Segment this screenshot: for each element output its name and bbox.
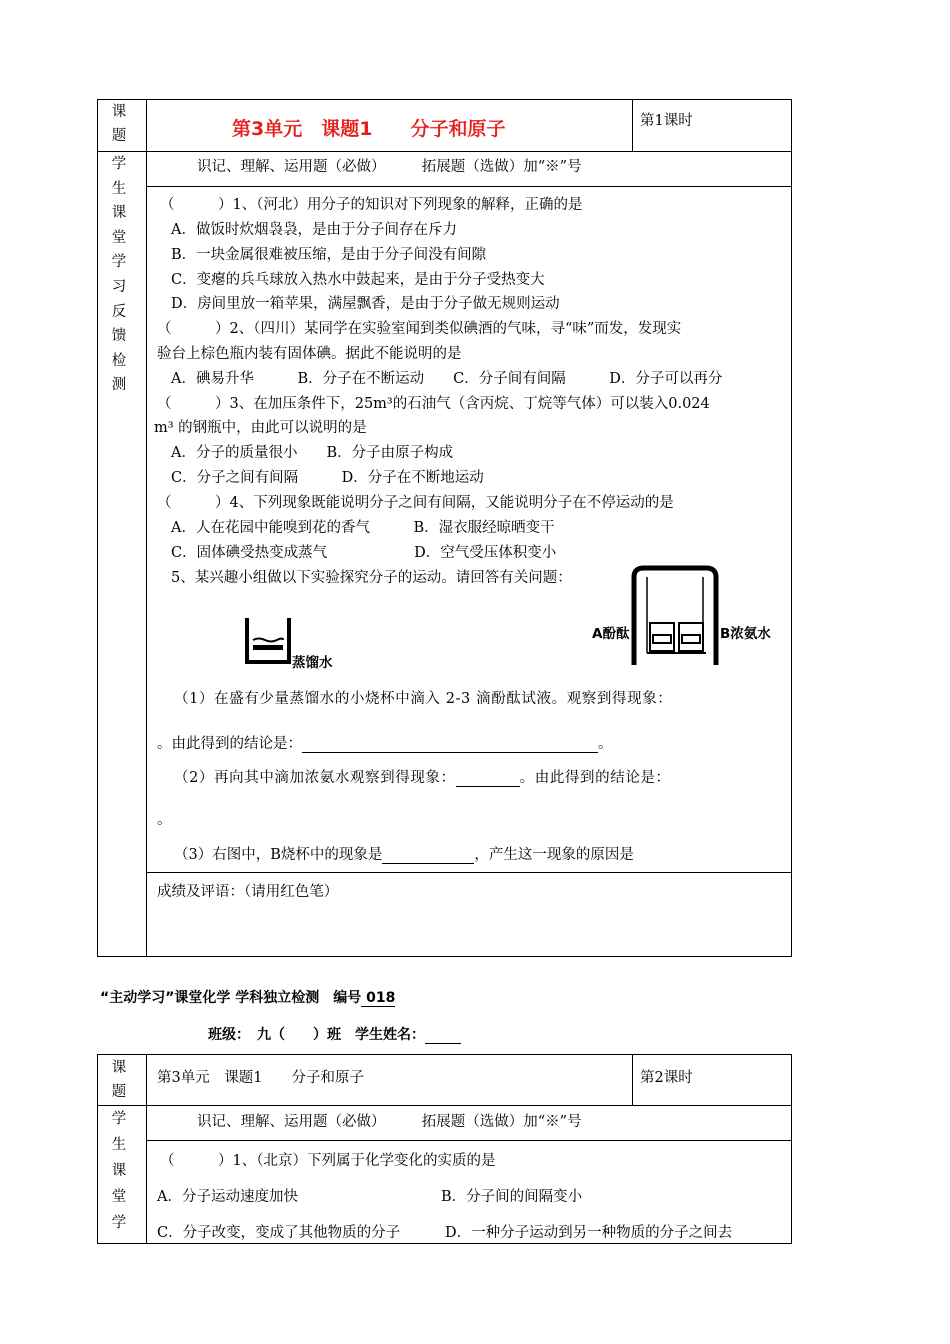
q1-option-c: C．变瘪的兵乓球放入热水中鼓起来，是由于分子受热变大 [171,272,545,288]
sheet2-topic-label: 课 题 [111,1060,127,1100]
sheet2-q1-stem: （ ）1、（北京）下列属于化学变化的实质的是 [160,1153,496,1169]
q3-stem-2: m³ 的钢瓶中，由此可以说明的是 [154,420,367,436]
student-name-blank[interactable] [425,1028,461,1044]
beaker-liquid [253,645,283,650]
beaker-liquid-surface [253,639,283,642]
beaker-a-liquid [653,635,671,643]
sheet2-lesson: 第2课时 [640,1070,693,1086]
q5-part1-conclusion-blank[interactable] [302,737,598,753]
q1-option-d: D．房间里放一箱苹果，满屋飘香，是由于分子做无规则运动 [171,296,560,312]
beaker-b-liquid [682,635,700,643]
sheet2-lesson-divider [632,1054,633,1105]
sheet2-q1-option-c: C．分子改变，变成了其他物质的分子 [157,1225,401,1241]
label-a-phenolphthalein: A酚酞 [592,626,630,642]
sheet1-title: 第3单元 课题1 分子和原子 [232,118,506,140]
sheet1-topic-label [104,100,134,148]
sheet2-heading [100,987,395,1007]
label-distilled-water: 蒸馏水 [292,655,333,671]
sheet1-grading-label: 成绩及评语：（请用红色笔） [157,884,339,900]
q5-part2 [174,766,671,787]
q3-stem-1: （ ）3、在加压条件下，25m³的石油气（含丙烷、丁烷等气体）可以装入0.024 [157,396,710,412]
q3-options-ab: A．分子的质量很小 B．分子由原子构成 [171,445,454,461]
sheet1-row-divider-3 [146,872,792,873]
sheet2-heading-text: “主动学习”课堂化学 学科独立检测 编号 [100,990,362,1006]
sheet1-topic-char-2: 题 [111,128,127,144]
sheet2-row-divider-1 [97,1105,792,1106]
q5-part3-blank[interactable] [382,848,474,864]
sheet2-heading-number: 018 [361,990,396,1006]
q4-stem: （ ）4、下列现象既能说明分子之间有间隔，又能说明分子在不停运动的是 [157,495,674,511]
sheet2-left-divider [146,1054,147,1244]
sheet2-q1-option-d: D．一种分子运动到另一种物质的分子之间去 [445,1225,733,1241]
sheet1-row-divider-2 [146,186,792,187]
sheet1-lesson-divider [632,99,633,151]
q3-options-cd: C．分子之间有间隔 D．分子在不断地运动 [171,470,484,486]
q5-stem: 5、某兴趣小组做以下实验探究分子的运动。请回答有关问题： [171,570,572,586]
q1-stem: （ ）1、（河北）用分子的知识对下列现象的解释，正确的是 [160,197,583,213]
q5-part3-suffix: ，产生这一现象的原因是 [474,847,634,863]
q5-part2-observation-blank[interactable] [456,771,520,787]
sheet2-class-line [208,1024,461,1044]
label-b-ammonia: B浓氨水 [720,626,771,642]
q5-part1-conclusion-prefix: 。由此得到的结论是： [157,736,302,752]
q2-stem-1: （ ）2、（四川）某同学在实验室闻到类似碘酒的气味，寻“味”而发，发现实 [157,321,682,337]
q4-options-cd: C．固体碘受热变成蒸气 D．空气受压体积变小 [171,545,557,561]
sheet2-title: 第3单元 课题1 分子和原子 [157,1070,364,1086]
bell-jar-figure [630,565,720,667]
q2-options: A．碘易升华 B．分子在不断运动 C．分子间有间隔 D．分子可以再分 [171,371,723,387]
q5-part2-mid: 。由此得到的结论是： [519,770,671,786]
sheet1-lesson: 第1课时 [640,113,693,129]
sheet1-left-divider [146,99,147,957]
sheet2-section-header: 识记、理解、运用题（必做） 拓展题（选做）加“※”号 [197,1114,582,1130]
q1-option-a: A．做饭时炊烟袅袅，是由于分子间存在斥力 [171,222,457,238]
q5-part2-prefix: （2）再向其中滴加浓氨水观察到得现象： [174,770,456,786]
q1-option-b: B．一块金属很难被压缩，是由于分子间没有间隙 [171,247,487,263]
sheet1-topic-char-1: 课 [111,104,127,120]
sheet2-q1-option-a: A．分子运动速度加快 [157,1189,298,1205]
sheet1-row-divider-1 [97,151,792,152]
q5-part1-conclusion [157,732,613,753]
q5-part2-end: 。 [157,812,172,828]
sheet2-row-divider-2 [146,1140,792,1141]
sheet1-section-header: 识记、理解、运用题（必做） 拓展题（选做）加“※”号 [197,159,582,175]
distilled-water-beaker-figure [244,615,294,665]
q2-stem-2: 验台上棕色瓶内装有固体碘。据此不能说明的是 [157,346,462,362]
sheet2-side-label: 学 生 课 堂 学 [111,1111,127,1231]
q5-part1-conclusion-suffix: 。 [598,736,613,752]
sheet2-q1-option-b: B．分子间的间隔变小 [441,1189,583,1205]
q5-part3-prefix: （3）右图中，B烧杯中的现象是 [174,847,383,863]
q5-part3 [174,843,634,864]
q5-part1: （1）在盛有少量蒸馏水的小烧杯中滴入 2-3 滴酚酞试液。观察到得现象： [174,691,673,707]
sheet1-side-label: 学 生 课 堂 学 习 反 馈 检 测 [111,156,127,394]
q4-options-ab: A．人在花园中能嗅到花的香气 B．湿衣服经晾晒变干 [171,520,555,536]
sheet2-class-label: 班级： 九（ ）班 学生姓名： [208,1027,425,1043]
